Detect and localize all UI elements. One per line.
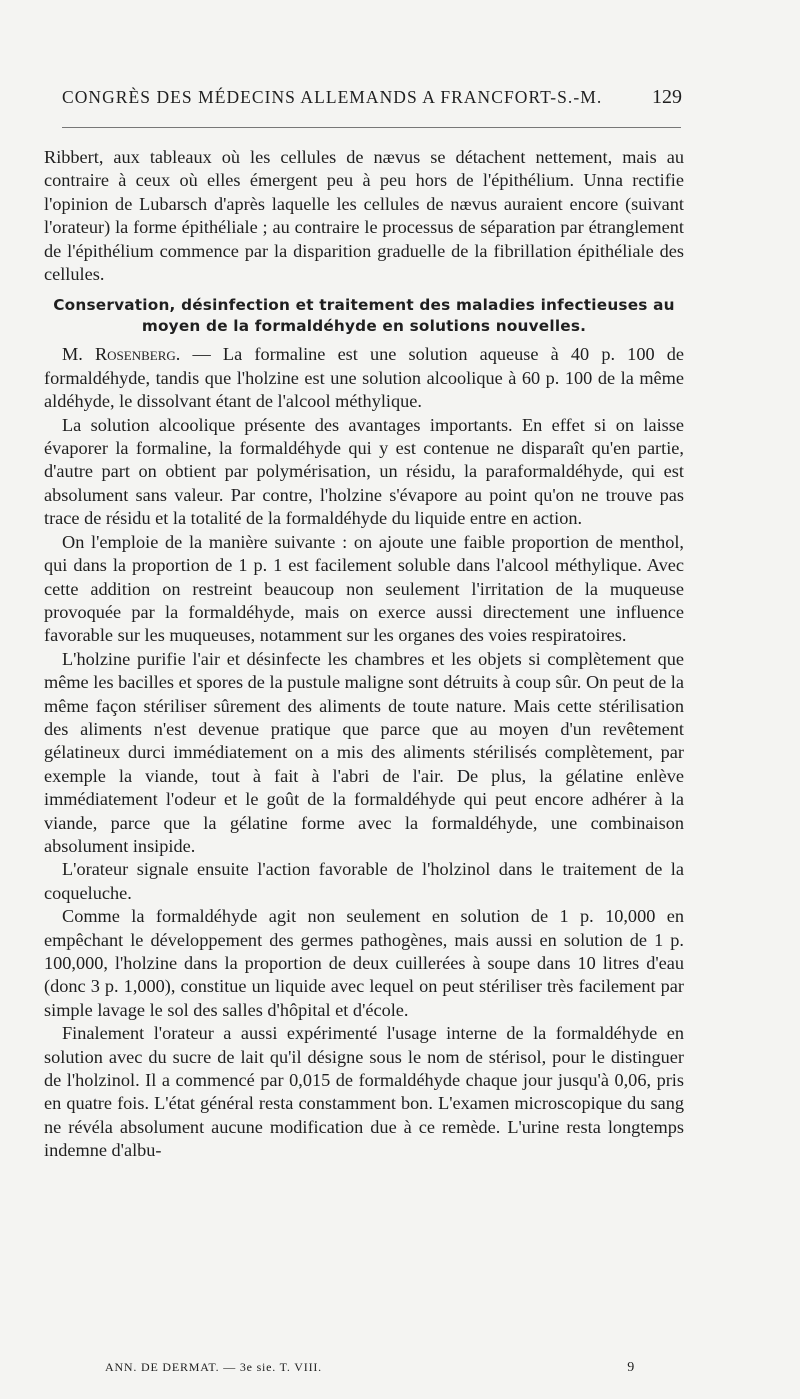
- paragraph: L'holzine purifie l'air et désinfecte les chambres et les objets si complètement que même les bacilles et spores de la pustule maligne sont détruits à coup sûr. On peut de la même façon stériliser sûrement des aliments de toute nature. Mais cette stérilisation des aliments n'est devenue pratique que parce que au moyen d'un revêtement gélatineux durci immédiatement on a mis des aliments stérilisés complètement, par exemple la viande, tout à fait à l'abri de l'air. De plus, la gélatine enlève immédiatement l'odeur et le goût de la formaldéhyde qui peut encore adhérer à la viande, parce que la gélatine forme avec la formaldéhyde, une combinaison absolument insipide.: [44, 648, 684, 856]
- paragraph-text: — La formaline est une solution aqueuse à 40 p. 100 de formaldéhyde, tandis que l'holzine est une solution alcoolique à 60 p. 100 de la même aldéhyde, le dissolvant étant de l'alcool méthylique.: [44, 344, 685, 412]
- paragraph: On l'emploie de la manière suivante : on ajoute une faible proportion de menthol, qui dans la proportion de 1 p. 1 est facilement soluble dans l'alcool méthylique. Avec cette addition on restreint beaucoup non seulement l'irritation de la muqueuse provoquée par la formaldéhyde, mais on exerce aussi directement une influence favorable sur les muqueuses, notamment sur les organes des voies respiratoires.: [44, 531, 684, 646]
- header-rule: [62, 127, 681, 128]
- paragraph-continuation: Ribbert, aux tableaux où les cellules de nævus se détachent nettement, mais au contraire à ceux où elles émergent peu à peu hors de l'épithélium. Unna rectifie l'opinion de Lubarsch d'après laquelle les cellules de nævus auraient encore (suivant l'orateur) la forme épithéliale ; au contraire le processus de séparation par étranglement de l'épithélium commence par la disparition graduelle de la fibrillation épithéliale des cellules.: [44, 147, 684, 285]
- journal-reference: ANN. DE DERMAT. — 3e sie. T. VIII.: [105, 1360, 322, 1374]
- page-number: 129: [652, 86, 682, 108]
- running-title: CONGRÈS DES MÉDECINS ALLEMANDS A FRANCFORT-S.-M.: [62, 87, 603, 107]
- article-body: [44, 146, 684, 1163]
- paragraph: L'orateur signale ensuite l'action favorable de l'holzinol dans le traitement de la coqueluche.: [44, 859, 684, 903]
- signature-mark: 9: [627, 1360, 635, 1375]
- paragraph-speaker: [44, 343, 684, 413]
- section-title: Conservation, désinfection et traitement des maladies infectieuses au moyen de la formaldéhyde en solutions nouvelles.: [53, 296, 675, 336]
- paragraph: La solution alcoolique présente des avantages importants. En effet si on laisse évaporer la formaline, la formaldéhyde qui y est contenue ne disparaît qu'en partie, d'autre part on obtient par polymérisation, un résidu, la paraformaldéhyde, qui est absolument sans valeur. Par contre, l'holzine s'évapore au point qu'on ne trouve pas trace de résidu et la totalité de la formaldéhyde du liquide entre en action.: [44, 414, 684, 529]
- paragraph: Finalement l'orateur a aussi expérimenté l'usage interne de la formaldéhyde en solution avec du sucre de lait qu'il désigne sous le nom de stérisol, pour le distinguer de l'holzinol. Il a commencé par 0,015 de formaldéhyde chaque jour jusqu'à 0,06, pris en quatre fois. L'état général resta constamment bon. L'examen microscopique du sang ne révéla absolument aucune modification due à ce remède. L'urine resta longtemps indemne d'albu-: [44, 1023, 684, 1161]
- speaker-name: M. Rosenberg.: [62, 344, 181, 365]
- paragraph: Comme la formaldéhyde agit non seulement en solution de 1 p. 10,000 en empêchant le développement des germes pathogènes, mais aussi en solution de 1 p. 100,000, l'holzine dans la proportion de deux cuillerées à soupe dans 10 litres d'eau (donc 3 p. 1,000), constitue un liquide avec lequel on peut stériliser très facilement par simple lavage le sol des salles d'hôpital et d'école.: [44, 906, 684, 1020]
- running-header: [62, 86, 682, 109]
- page-footer: [105, 1360, 635, 1376]
